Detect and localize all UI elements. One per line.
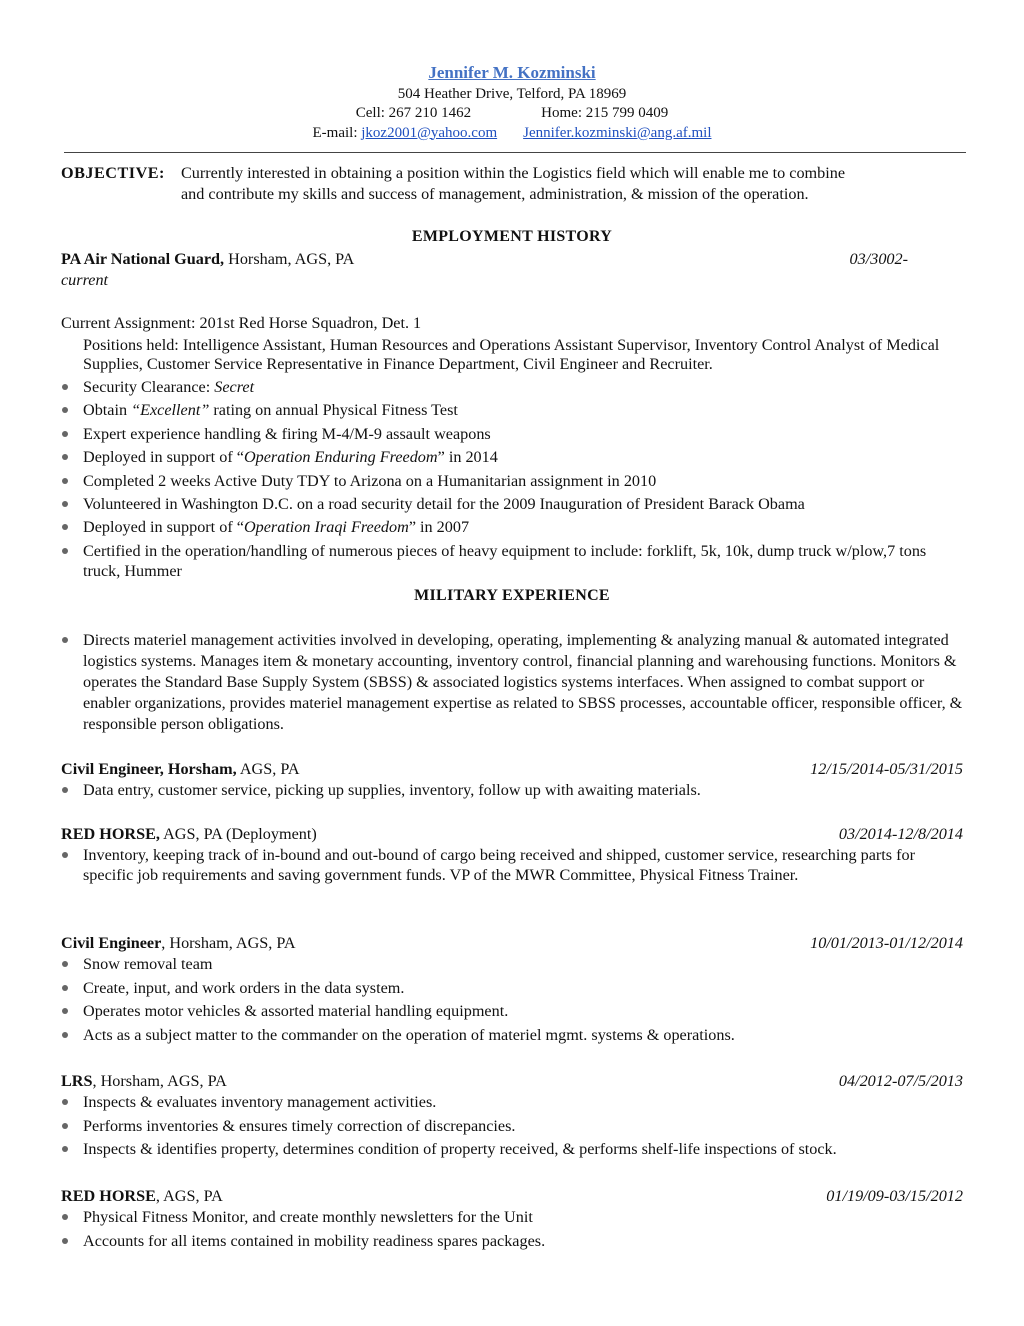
job-bullet-list (61, 954, 963, 1048)
job-title: LRS (61, 1072, 93, 1090)
list-item (61, 517, 963, 537)
bullet-icon (62, 985, 68, 991)
job-bullet-text: Inspects & evaluates inventory management activities. (83, 1093, 437, 1111)
bullet-icon (62, 384, 68, 390)
job-title-line (61, 933, 963, 954)
bullet-text-italic: Operation Iraqi Freedom (243, 518, 409, 537)
employment-bullet-text (83, 401, 458, 419)
bullet-icon (62, 1123, 68, 1129)
cell-phone: Cell: 267 210 1462 (355, 105, 472, 121)
list-item (61, 471, 963, 491)
list-item (61, 541, 963, 581)
positions-held: Positions held: Intelligence Assistant, Human Resources and Operations Assistant Supervisor, Inventory Control Analyst of Medical Supplies, Customer Service Representative in Finance Department, Civil Engineer and Recruiter. (83, 336, 940, 373)
bullet-icon (62, 501, 68, 507)
job-bullet-text: Inspects & identifies property, determines condition of property received, & performs shelf-life inspections of stock. (83, 1140, 837, 1159)
list-item (61, 447, 963, 467)
job-location: , Horsham, AGS, PA (92, 1072, 227, 1090)
list-item (61, 630, 963, 735)
list-item (61, 978, 963, 998)
bullet-text-plain: rating on annual Physical Fitness Test (209, 401, 458, 420)
employment-bullet-list (61, 377, 963, 584)
home-phone: Home: 215 799 0409 (541, 105, 669, 121)
job-bullet-list (61, 1092, 963, 1163)
employment-date-continued: current (61, 271, 109, 289)
list-item (61, 954, 963, 974)
military-experience-heading: MILITARY EXPERIENCE (414, 587, 610, 604)
job-bullet-text: Operates motor vehicles & assorted material handling equipment. (83, 1002, 509, 1021)
job-location: AGS, PA (236, 760, 300, 778)
employment-bullet-text (83, 378, 254, 396)
job-bullet-text: Physical Fitness Monitor, and create monthly newsletters for the Unit (83, 1208, 533, 1226)
bullet-text-plain: Security Clearance: (83, 378, 215, 396)
bullet-icon (62, 852, 68, 858)
job-location: , Horsham, AGS, PA (161, 934, 296, 952)
bullet-icon (62, 478, 68, 484)
bullet-text-plain: Completed 2 weeks Active Duty TDY to Arizona on a Humanitarian assignment in 2010 (83, 471, 657, 490)
email-link-personal[interactable]: jkoz2001@yahoo.com (361, 124, 498, 141)
job-date: 04/2012-07/5/2013 (838, 1072, 963, 1090)
email-label: E-mail: (312, 124, 362, 141)
bullet-text-italic: “Excellent” (131, 401, 210, 420)
header-divider (64, 152, 966, 153)
job-date: 01/19/09-03/15/2012 (826, 1187, 963, 1205)
current-assignment: Current Assignment: 201st Red Horse Squadron, Det. 1 (61, 314, 422, 332)
employment-org-line (61, 249, 963, 270)
objective-text-line2: and contribute my skills and success of management, administration, & mission of the operation. (181, 185, 809, 203)
bullet-icon (62, 454, 68, 460)
bullet-icon (62, 1214, 68, 1220)
list-item (61, 377, 963, 397)
employment-org: PA Air National Guard, (61, 250, 225, 268)
list-item (61, 494, 963, 514)
list-item (61, 1025, 963, 1045)
bullet-icon (62, 548, 68, 554)
bullet-text-italic: Operation Enduring Freedom (243, 448, 438, 467)
employment-date: 03/3002- (849, 250, 908, 268)
military-summary-text: Directs materiel management activities involved in developing, operating, implementing & analyzing manual & automated integrated logistics systems. Manages item & monetary accounting, inventory control, financial planning and warehousing functions. Monitors & operates the Standard Base Supply System (SBSS) & associated logistics systems interfaces. When assigned to combat support or enabler organizations, provides materiel management expertise as related to SBSS processes, accountable officer, responsible officer, & responsible person obligations. (83, 631, 963, 733)
bullet-text-plain: ” in 2007 (408, 518, 470, 537)
bullet-text-plain: Certified in the operation/handling of numerous pieces of heavy equipment to include: forklift, 5k, 10k, dump truck w/plow,7 tons truck, Hummer (83, 541, 927, 580)
job-bullet-list (61, 845, 963, 889)
bullet-icon (62, 1146, 68, 1152)
candidate-name: Jennifer M. Kozminski (428, 63, 596, 82)
job-date: 10/01/2013-01/12/2014 (810, 934, 963, 952)
bullet-text-plain: Obtain (83, 401, 132, 420)
job-title-line (61, 1071, 963, 1092)
job-title-line (61, 824, 963, 845)
bullet-text-plain: Volunteered in Washington D.C. on a road security detail for the 2009 Inauguration of President Barack Obama (83, 494, 805, 513)
bullet-icon (62, 1008, 68, 1014)
employment-bullet-text (83, 495, 805, 513)
bullet-text-plain: Deployed in support of “ (83, 518, 244, 537)
list-item (61, 400, 963, 420)
list-item (61, 1116, 963, 1136)
list-item (61, 1001, 963, 1021)
job-bullet-text: Performs inventories & ensures timely correction of discrepancies. (83, 1116, 516, 1135)
job-location: AGS, PA (Deployment) (159, 825, 317, 843)
bullet-text-plain: Deployed in support of “ (83, 448, 244, 467)
job-date: 03/2014-12/8/2014 (838, 825, 963, 843)
list-item (61, 1207, 963, 1227)
address: 504 Heather Drive, Telford, PA 18969 (397, 85, 627, 102)
bullet-icon (62, 637, 68, 643)
job-bullet-text: Data entry, customer service, picking up supplies, inventory, follow up with awaiting materials. (83, 781, 701, 799)
bullet-icon (62, 1099, 68, 1105)
bullet-text-plain: ” in 2014 (437, 448, 498, 467)
bullet-text-plain: Expert experience handling & firing M-4/M-9 assault weapons (83, 424, 491, 443)
employment-bullet-text (83, 518, 469, 536)
bullet-icon (62, 1238, 68, 1244)
job-bullet-list (61, 1207, 963, 1254)
list-item (61, 424, 963, 444)
objective-label: OBJECTIVE: (61, 164, 165, 182)
job-title-line (61, 759, 963, 780)
military-summary-list (61, 630, 963, 738)
email-link-work[interactable]: Jennifer.kozminski@ang.af.mil (523, 124, 712, 141)
employment-bullet-text (83, 425, 491, 443)
job-title-line (61, 1186, 963, 1207)
job-title: RED HORSE, (61, 825, 160, 843)
list-item (61, 1092, 963, 1112)
bullet-text-italic: Secret (214, 378, 255, 396)
employment-bullet-text (83, 542, 926, 580)
list-item (61, 845, 963, 885)
job-bullet-list (61, 780, 963, 804)
bullet-icon (62, 407, 68, 413)
employment-location: Horsham, AGS, PA (224, 250, 355, 268)
job-bullet-text: Inventory, keeping track of in-bound and out-bound of cargo being received and shipped, customer service, researching parts for specific job requirements and saving government funds. VP of the MWR Committee, Physical Fitness Trainer. (83, 846, 916, 884)
bullet-icon (62, 961, 68, 967)
job-date: 12/15/2014-05/31/2015 (810, 760, 963, 778)
job-bullet-text: Snow removal team (83, 955, 213, 973)
bullet-icon (62, 431, 68, 437)
job-title: Civil Engineer, Horsham, (61, 760, 237, 778)
job-bullet-text: Create, input, and work orders in the data system. (83, 978, 405, 997)
objective-text-line1: Currently interested in obtaining a position within the Logistics field which will enable me to combine (181, 164, 846, 182)
employment-history-heading: EMPLOYMENT HISTORY (411, 228, 613, 245)
contact-header (0, 62, 1024, 143)
list-item (61, 780, 963, 800)
list-item (61, 1231, 963, 1251)
job-bullet-text: Acts as a subject matter to the commander on the operation of materiel mgmt. systems & operations. (83, 1025, 735, 1044)
bullet-icon (62, 787, 68, 793)
bullet-icon (62, 1032, 68, 1038)
employment-bullet-text (83, 448, 498, 466)
job-title: Civil Engineer (61, 934, 162, 952)
job-location: , AGS, PA (155, 1187, 223, 1205)
list-item (61, 1139, 963, 1159)
bullet-icon (62, 524, 68, 530)
job-title: RED HORSE (61, 1187, 156, 1205)
job-bullet-text: Accounts for all items contained in mobility readiness spares packages. (83, 1231, 546, 1250)
employment-bullet-text (83, 472, 656, 490)
